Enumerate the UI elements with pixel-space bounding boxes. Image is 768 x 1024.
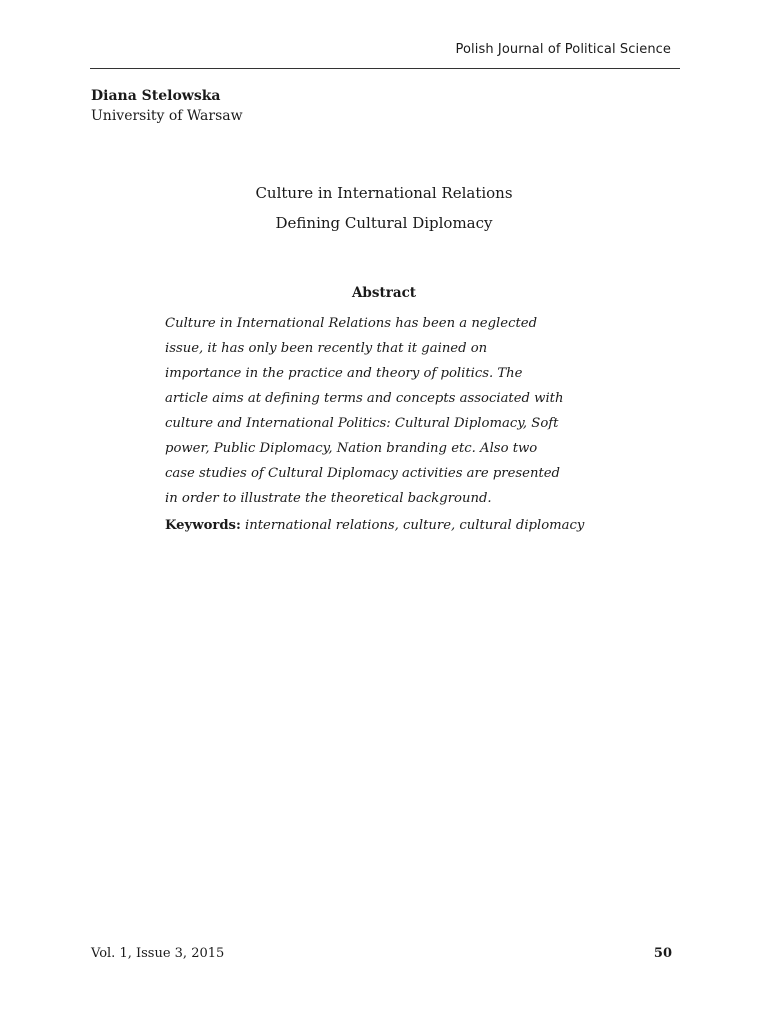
abstract-line: culture and International Politics: Cultural Diplomacy, Soft bbox=[165, 416, 559, 431]
abstract-line: importance in the practice and theory of politics. The bbox=[165, 366, 523, 381]
abstract-line: Culture in International Relations has been a neglected bbox=[165, 316, 538, 331]
keywords-text: international relations, culture, cultural diplomacy bbox=[245, 518, 585, 533]
abstract-line: issue, it has only been recently that it gained on bbox=[165, 341, 488, 356]
page-number: 50 bbox=[653, 946, 672, 961]
title-line-2: Defining Cultural Diplomacy bbox=[275, 214, 493, 232]
title-line-1: Culture in International Relations bbox=[255, 184, 513, 202]
page-header bbox=[90, 38, 680, 69]
footer-volume-issue: Vol. 1, Issue 3, 2015 bbox=[91, 946, 225, 961]
keywords bbox=[165, 516, 615, 535]
author-name: Diana Stelowska bbox=[91, 88, 221, 104]
abstract-line: case studies of Cultural Diplomacy activities are presented bbox=[165, 466, 561, 481]
author-affiliation: University of Warsaw bbox=[91, 108, 243, 124]
abstract-body bbox=[165, 311, 615, 511]
abstract-line: article aims at defining terms and concepts associated with bbox=[165, 391, 564, 406]
journal-name: Polish Journal of Political Science bbox=[455, 42, 671, 57]
abstract-line: in order to illustrate the theoretical background. bbox=[165, 491, 492, 506]
keywords-label: Keywords: bbox=[165, 518, 241, 533]
abstract-line: power, Public Diplomacy, Nation branding etc. Also two bbox=[165, 441, 538, 456]
article-title bbox=[0, 178, 768, 238]
abstract-heading: Abstract bbox=[351, 285, 417, 301]
author-block bbox=[91, 86, 243, 126]
